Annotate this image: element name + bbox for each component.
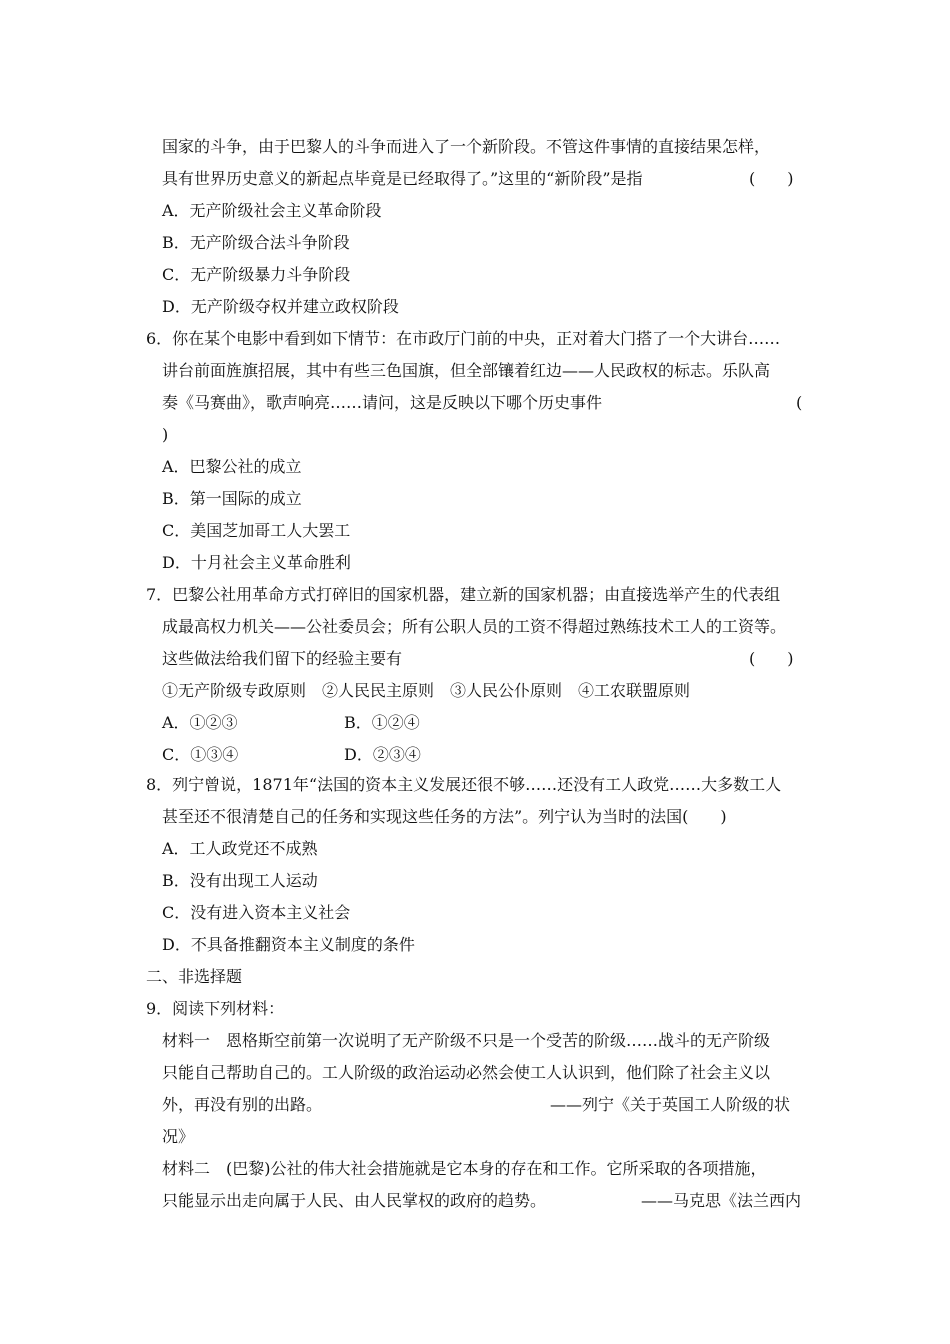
q6-option-d: D．十月社会主义革命胜利 — [162, 553, 351, 572]
q8-option-c: C．没有进入资本主义社会 — [162, 903, 351, 922]
q5-option-b: B．无产阶级合法斗争阶段 — [162, 233, 350, 252]
q7-answer-bracket: ( ) — [749, 649, 794, 668]
material-1-line-3: 外，再没有别的出路。 — [162, 1095, 323, 1114]
q7-stem-line-1: 7．巴黎公社用革命方式打碎旧的国家机器，建立新的国家机器；由直接选举产生的代表组 — [146, 585, 781, 604]
q8-stem-line-2: 甚至还不很清楚自己的任务和实现这些任务的方法”。列宁认为当时的法国( ) — [162, 807, 727, 826]
q7-option-d: D．②③④ — [344, 745, 421, 764]
material-1-line-1: 材料一 恩格斯空前第一次说明了无产阶级不只是一个受苦的阶级……战斗的无产阶级 — [162, 1031, 771, 1050]
q5-stem-line-1: 国家的斗争，由于巴黎人的斗争而进入了一个新阶段。不管这件事情的直接结果怎样， — [162, 137, 771, 156]
q5-option-c: C．无产阶级暴力斗争阶段 — [162, 265, 351, 284]
q6-stem-line-2: 讲台前面旌旗招展，其中有些三色国旗，但全部镶着红边——人民政权的标志。乐队高 — [162, 361, 771, 380]
q6-answer-bracket-open: ( — [796, 393, 803, 412]
q6-option-b: B．第一国际的成立 — [162, 489, 302, 508]
q8-option-b: B．没有出现工人运动 — [162, 871, 318, 890]
q8-option-a: A．工人政党还不成熟 — [162, 839, 318, 858]
q6-answer-bracket-close: ) — [162, 425, 169, 444]
q6-stem-line-1: 6．你在某个电影中看到如下情节：在市政厅门前的中央，正对着大门搭了一个大讲台…… — [146, 329, 781, 348]
q5-answer-bracket: ( ) — [749, 169, 794, 188]
q7-principles: ①无产阶级专政原则 ②人民民主原则 ③人民公仆原则 ④工农联盟原则 — [162, 681, 691, 700]
material-2-line-1: 材料二 (巴黎)公社的伟大社会措施就是它本身的存在和工作。它所采取的各项措施， — [162, 1159, 767, 1178]
q8-option-d: D．不具备推翻资本主义制度的条件 — [162, 935, 415, 954]
material-2-line-2: 只能显示出走向属于人民、由人民掌权的政府的趋势。 — [162, 1191, 547, 1210]
q5-stem-line-2: 具有世界历史意义的新起点毕竟是已经取得了。”这里的“新阶段”是指 — [162, 169, 643, 188]
q9-stem: 9．阅读下列材料： — [146, 999, 285, 1018]
q6-option-a: A．巴黎公社的成立 — [162, 457, 302, 476]
q6-stem-line-3: 奏《马赛曲》，歌声响亮……请问，这是反映以下哪个历史事件 — [162, 393, 603, 412]
q7-option-c: C．①③④ — [162, 745, 239, 764]
q8-stem-line-1: 8．列宁曾说，1871年“法国的资本主义发展还很不够……还没有工人政党……大多数工人 — [146, 775, 782, 794]
q5-option-a: A．无产阶级社会主义革命阶段 — [162, 201, 382, 220]
q5-option-d: D．无产阶级夺权并建立政权阶段 — [162, 297, 399, 316]
q7-option-a: A．①②③ — [162, 713, 238, 732]
material-2-source: ——马克思《法兰西内 — [641, 1191, 802, 1210]
material-1-source: ——列宁《关于英国工人阶级的状 — [550, 1095, 791, 1114]
material-1-line-2: 只能自己帮助自己的。工人阶级的政治运动必然会使工人认识到，他们除了社会主义以 — [162, 1063, 771, 1082]
material-1-source-end: 况》 — [162, 1127, 195, 1146]
section-heading: 二、非选择题 — [146, 967, 243, 986]
q7-stem-line-3: 这些做法给我们留下的经验主要有 — [162, 649, 403, 668]
q6-option-c: C．美国芝加哥工人大罢工 — [162, 521, 351, 540]
q7-stem-line-2: 成最高权力机关——公社委员会；所有公职人员的工资不得超过熟练技术工人的工资等。 — [162, 617, 787, 636]
q7-option-b: B．①②④ — [344, 713, 420, 732]
